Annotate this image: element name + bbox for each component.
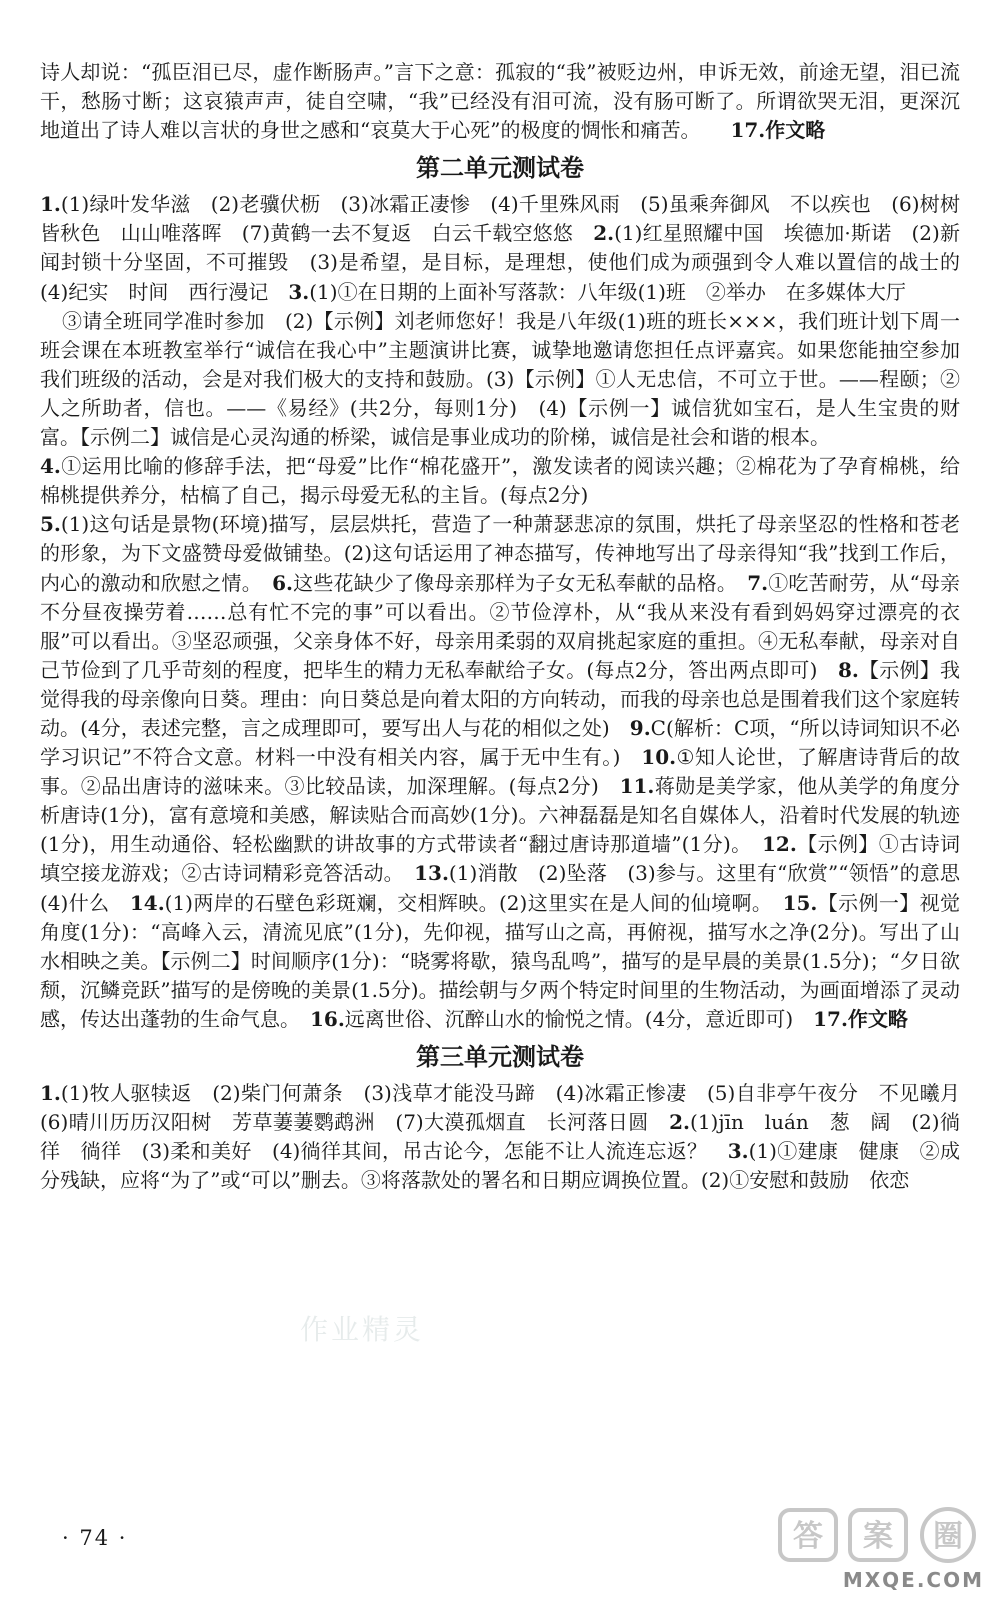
unit2-q2: (1)红星照耀中国 埃德加·斯诺 (2)新闻封锁十分坚固，不可摧毁 (3)是希望，是目标，是理想，使他们成为顽强到令人难以置信的战士的 (4)纪实 时间 西行漫记 (40, 221, 980, 304)
unit2-q13: (1)消散 (2)坠落 (3)参与。这里有“欣赏”“领悟”的意思 (4)什么 (40, 861, 981, 915)
unit2-q6: 这些花缺少了像母亲那样为子女无私奉献的品格。 (293, 570, 727, 595)
unit2-q10: ①知人论世，了解唐诗背后的故事。②品出唐诗的滋味来。③比较品读，加深理解。 (40, 745, 961, 799)
unit3-q3: (1)①建康 健康 ②成分残缺，应将“为了”或“可以”删去。③将落款处的署名和日期应调换位置。(2)①安慰和鼓励 依恋 (40, 1139, 960, 1193)
q-number: 11. (619, 774, 655, 799)
unit2-block-c (40, 510, 981, 1034)
unit2-q3b: ③请全班同学准时参加 (2)【示例】刘老师您好！我是八年级(1)班的班长×××，我们班计划下周一班会课在本班教室举行“诚信在我心中”主题演讲比赛，诚挚地邀请您担任点评嘉宾。如果您能抽空参加我们班级的活动，会是对我们极大的支持和鼓励。(3)【示例】①人无忠信，不可立于世。——程颐；②人之所助者，信也。——《易经》 (40, 308, 960, 420)
answer-page (40, 58, 981, 1558)
q-number: 13. (414, 861, 449, 886)
unit2-q4: ①运用比喻的修辞手法，把“母爱”比作“棉花盛开”，激发读者的阅读兴趣；②棉花为了孕育棉桃，给棉桃提供养分，枯槁了自己，揭示母爱无私的主旨。 (40, 454, 960, 508)
q-number: 12. (762, 832, 797, 857)
q-number: 3. (288, 279, 310, 304)
unit2-q9: C(解析：C项，“所以诗词知识不必学习识记”不符合文意。材料一中没有相关内容，属于无中生有。) (40, 715, 961, 770)
q-number: 5. (40, 512, 61, 537)
unit2-q12: 【示例】①古诗词填空接龙游戏；②古诗词精彩竞答活动。 (40, 832, 961, 886)
q-number: 15. (782, 890, 818, 915)
unit3-q1: (1)牧人驱犊返 (2)柴门何萧条 (3)浅草才能没马蹄 (4)冰霜正惨凄 (5)自非亭午夜分 不见曦月 (6)晴川历历汉阳树 芳草萋萋鹦鹉洲 (7)大漠孤烟直 长河落日圆 (40, 1081, 980, 1135)
watermark-center: 作业精灵 (300, 1313, 425, 1346)
unit2-block-a (40, 190, 980, 306)
unit2-q3b-note: (共2分，每则1分) (349, 395, 518, 420)
unit2-q8-note: (4分，表述完整，言之成理即可，要写出人与花的相似之处) (80, 715, 610, 740)
svg-text:答: 答 (793, 1519, 823, 1554)
q-number: 1. (40, 1081, 61, 1105)
unit2-q11: 蒋勋是美学家，他从美学的角度分析唐诗(1分)，富有意境和美感，解读贴合而高妙(1分)。六神磊磊是知名自媒体人，沿着时代发展的轨迹(1分)，用生动通俗、轻松幽默的讲故事的方式带读者“翻过唐诗那道墙”(1分)。 (40, 774, 961, 857)
q-number: 16. (310, 1006, 345, 1031)
q-number: 3. (727, 1139, 749, 1164)
unit2-q10-note: (每点2分) (508, 774, 599, 799)
q-number: 6. (272, 570, 293, 595)
page-number: · 74 · (62, 1526, 128, 1550)
unit2-q4-note: (每点2分) (500, 483, 589, 508)
unit2-q17: 17.作文略 (813, 1006, 908, 1031)
q-number: 14. (129, 890, 165, 915)
q-number: 4. (40, 454, 61, 479)
q-number: 1. (40, 192, 61, 217)
q-number: 7. (747, 570, 769, 595)
unit3-q2: (1)jīn luán 葱 阔 (2)徜徉 徜徉 (3)柔和美好 (4)徜徉其间，吊古论今，怎能不让人流连忘返？ (40, 1110, 960, 1164)
svg-text:案: 案 (863, 1519, 893, 1554)
intro-q17: 17.作文略 (730, 118, 826, 143)
q-number: 9. (629, 715, 651, 740)
intro-paragraph (40, 58, 960, 145)
unit2-q5: (1)这句话是景物(环境)描写，层层烘托，营造了一种萧瑟悲凉的氛围，烘托了母亲坚忍的性格和苍老的形象，为下文盛赞母爱做铺垫。(2)这句话运用了神态描写，传神地写出了母亲得知“我”找到工作后，内心的激动和欣慰之情。 (40, 512, 960, 595)
unit3-title: 第三单元测试卷 (416, 1043, 584, 1071)
unit2-block-b (40, 307, 960, 452)
q-number: 2. (593, 221, 615, 246)
unit2-block-q4 (40, 452, 960, 510)
q-number: 8. (837, 657, 859, 682)
unit2-q3c: (4)【示例一】诚信犹如宝石，是人生宝贵的财富。【示例二】诚信是心灵沟通的桥梁，诚信是事业成功的阶梯，诚信是社会和谐的根本。 (40, 395, 960, 450)
unit2-q7: ①吃苦耐劳，从“母亲不分昼夜操劳着……总有忙不完的事”可以看出。②节俭淳朴，从“我从来没有看到妈妈穿过漂亮的衣服”可以看出。③坚忍顽强，父亲身体不好，母亲用柔弱的双肩挑起家庭的重担。④无私奉献，母亲对自己节俭到了几乎苛刻的程度，把毕生的精力无私奉献给子女。 (40, 570, 961, 682)
unit2-q14: (1)两岸的石壁色彩斑斓，交相辉映。(2)这里实在是人间的仙境啊。 (164, 890, 763, 915)
unit2-q16: 远离世俗、沉醉山水的愉悦之情。 (344, 1006, 645, 1031)
unit3-block (40, 1079, 980, 1195)
unit2-q16-note: (4分，意近即可) (644, 1006, 794, 1031)
unit2-q3a: (1)①在日期的上面补写落款：八年级(1)班 ②举办 在多媒体大厅 (309, 279, 906, 304)
unit2-title: 第二单元测试卷 (416, 154, 584, 183)
intro-text: 诗人却说：“孤臣泪已尽，虚作断肠声。”言下之意：孤寂的“我”被贬边州，申诉无效，前途无望，泪已流干，愁肠寸断；这哀猿声声，徒自空啸，“我”已经没有泪可流，没有肠可断了。所谓欲哭无泪，更深沉地道出了诗人难以言状的身世之感和“哀莫大于心死”的极度的惆怅和痛苦。 (40, 60, 960, 143)
unit2-q1: (1)绿叶发华滋 (2)老骥伏枥 (3)冰霜正凄惨 (4)千里殊风雨 (5)虽乘奔御风 不以疾也 (6)树树皆秋色 山山唯落晖 (7)黄鹤一去不复返 白云千载空悠悠 (40, 192, 960, 246)
svg-text:圈: 圈 (933, 1519, 963, 1554)
q-number: 2. (669, 1110, 691, 1135)
unit2-q8: 【示例】我觉得我的母亲像向日葵。理由：向日葵总是向着太阳的方向转动，而我的母亲也总是围着我们这个家庭转动。 (40, 657, 960, 740)
unit2-q7-note: (每点2分，答出两点即可) (586, 657, 818, 682)
q-number: 10. (641, 745, 677, 770)
watermark-url: MXQE.COM (842, 1568, 984, 1592)
unit2-q15: 【示例一】视觉角度(1分)：“高峰入云，清流见底”(1分)，先仰视，描写山之高，再俯视，描写水之净(2分)。写出了山水相映之美。【示例二】时间顺序(1分)：“晓雾将歇，猿鸟乱鸣”，描写的是早晨的美景(1.5分)；“夕日欲颓，沉鳞竞跃”描写的是傍晚的美景(1.5分)。描绘朝与夕两个特定时间里的生物活动，为画面增添了灵动感，传达出蓬勃的生命气息。 (40, 890, 961, 1031)
